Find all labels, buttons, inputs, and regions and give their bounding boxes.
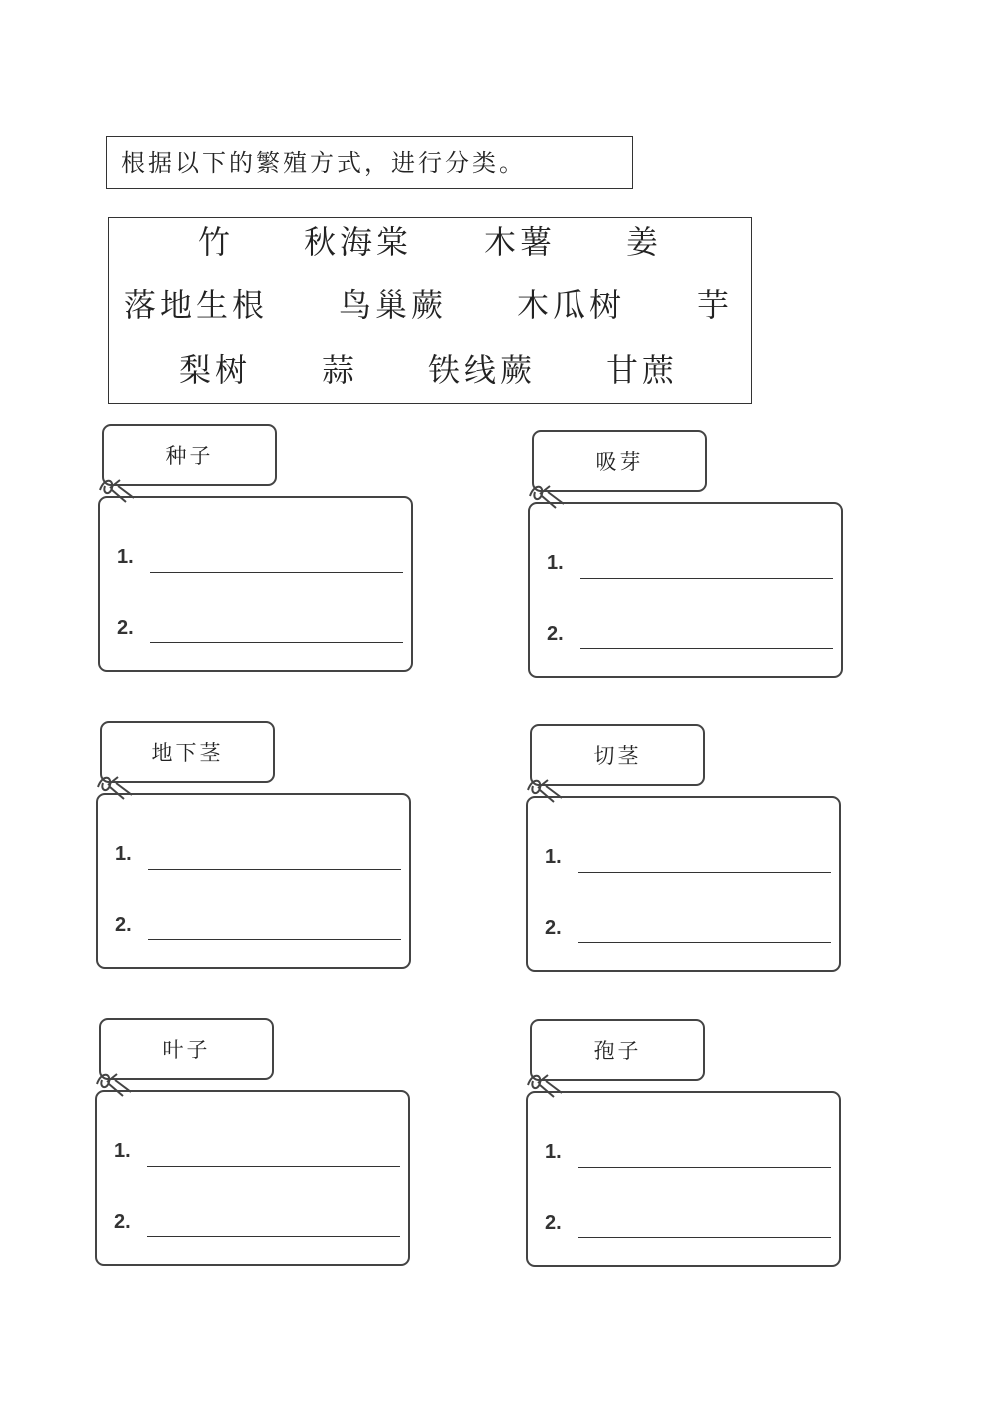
category-card-rhizome bbox=[96, 721, 416, 971]
answer-line[interactable] bbox=[580, 578, 833, 579]
answer-number: 2. bbox=[545, 1212, 562, 1234]
answer-line[interactable] bbox=[578, 1167, 831, 1168]
answer-line[interactable] bbox=[578, 1237, 831, 1238]
word-bank-item: 木瓜树 bbox=[516, 286, 626, 324]
answer-line[interactable] bbox=[580, 648, 833, 649]
answer-line[interactable] bbox=[578, 942, 831, 943]
word-bank bbox=[108, 217, 752, 404]
category-label: 吸芽 bbox=[595, 450, 644, 474]
answer-number: 1. bbox=[115, 843, 132, 865]
category-label: 种子 bbox=[165, 444, 214, 468]
word-bank-item: 铁线蕨 bbox=[427, 351, 537, 389]
answer-number: 1. bbox=[545, 846, 562, 868]
ribbon-clip-icon bbox=[94, 769, 138, 803]
word-bank-item: 梨树 bbox=[178, 351, 252, 389]
word-bank-item: 落地生根 bbox=[123, 286, 269, 324]
answer-number: 2. bbox=[547, 623, 564, 645]
category-card-leaf bbox=[95, 1018, 415, 1268]
answer-panel bbox=[526, 1091, 841, 1267]
answer-line[interactable] bbox=[150, 642, 403, 643]
ribbon-clip-icon bbox=[524, 772, 568, 806]
ribbon-clip-icon bbox=[526, 478, 570, 512]
answer-number: 2. bbox=[115, 914, 132, 936]
category-label: 孢子 bbox=[593, 1039, 642, 1063]
answer-line[interactable] bbox=[147, 1236, 400, 1237]
category-label: 切茎 bbox=[593, 744, 642, 768]
word-bank-item: 芋 bbox=[696, 286, 734, 324]
category-card-cutting bbox=[526, 724, 846, 974]
category-card-seed bbox=[98, 424, 418, 674]
answer-panel bbox=[96, 793, 411, 969]
answer-number: 1. bbox=[114, 1140, 131, 1162]
word-bank-item: 竹 bbox=[197, 223, 235, 261]
instruction-text: 根据以下的繁殖方式，进行分类。 bbox=[106, 136, 633, 189]
answer-line[interactable] bbox=[578, 872, 831, 873]
word-bank-item: 鸟巢蕨 bbox=[338, 286, 448, 324]
word-bank-item: 蒜 bbox=[321, 351, 359, 389]
answer-panel bbox=[526, 796, 841, 972]
answer-line[interactable] bbox=[148, 869, 401, 870]
answer-number: 1. bbox=[117, 546, 134, 568]
answer-panel bbox=[98, 496, 413, 672]
word-bank-item: 木薯 bbox=[483, 223, 557, 261]
category-label: 地下茎 bbox=[151, 741, 224, 765]
answer-panel bbox=[95, 1090, 410, 1266]
word-bank-item: 秋海棠 bbox=[303, 223, 413, 261]
ribbon-clip-icon bbox=[96, 472, 140, 506]
answer-line[interactable] bbox=[147, 1166, 400, 1167]
category-card-spore bbox=[526, 1019, 846, 1269]
answer-line[interactable] bbox=[150, 572, 403, 573]
ribbon-clip-icon bbox=[524, 1067, 568, 1101]
category-card-sucker bbox=[528, 430, 848, 680]
word-bank-item: 甘蔗 bbox=[605, 351, 679, 389]
answer-number: 1. bbox=[547, 552, 564, 574]
answer-line[interactable] bbox=[148, 939, 401, 940]
answer-number: 1. bbox=[545, 1141, 562, 1163]
word-bank-item: 姜 bbox=[625, 223, 663, 261]
answer-panel bbox=[528, 502, 843, 678]
answer-number: 2. bbox=[545, 917, 562, 939]
category-label: 叶子 bbox=[162, 1038, 211, 1062]
answer-number: 2. bbox=[114, 1211, 131, 1233]
ribbon-clip-icon bbox=[93, 1066, 137, 1100]
answer-number: 2. bbox=[117, 617, 134, 639]
